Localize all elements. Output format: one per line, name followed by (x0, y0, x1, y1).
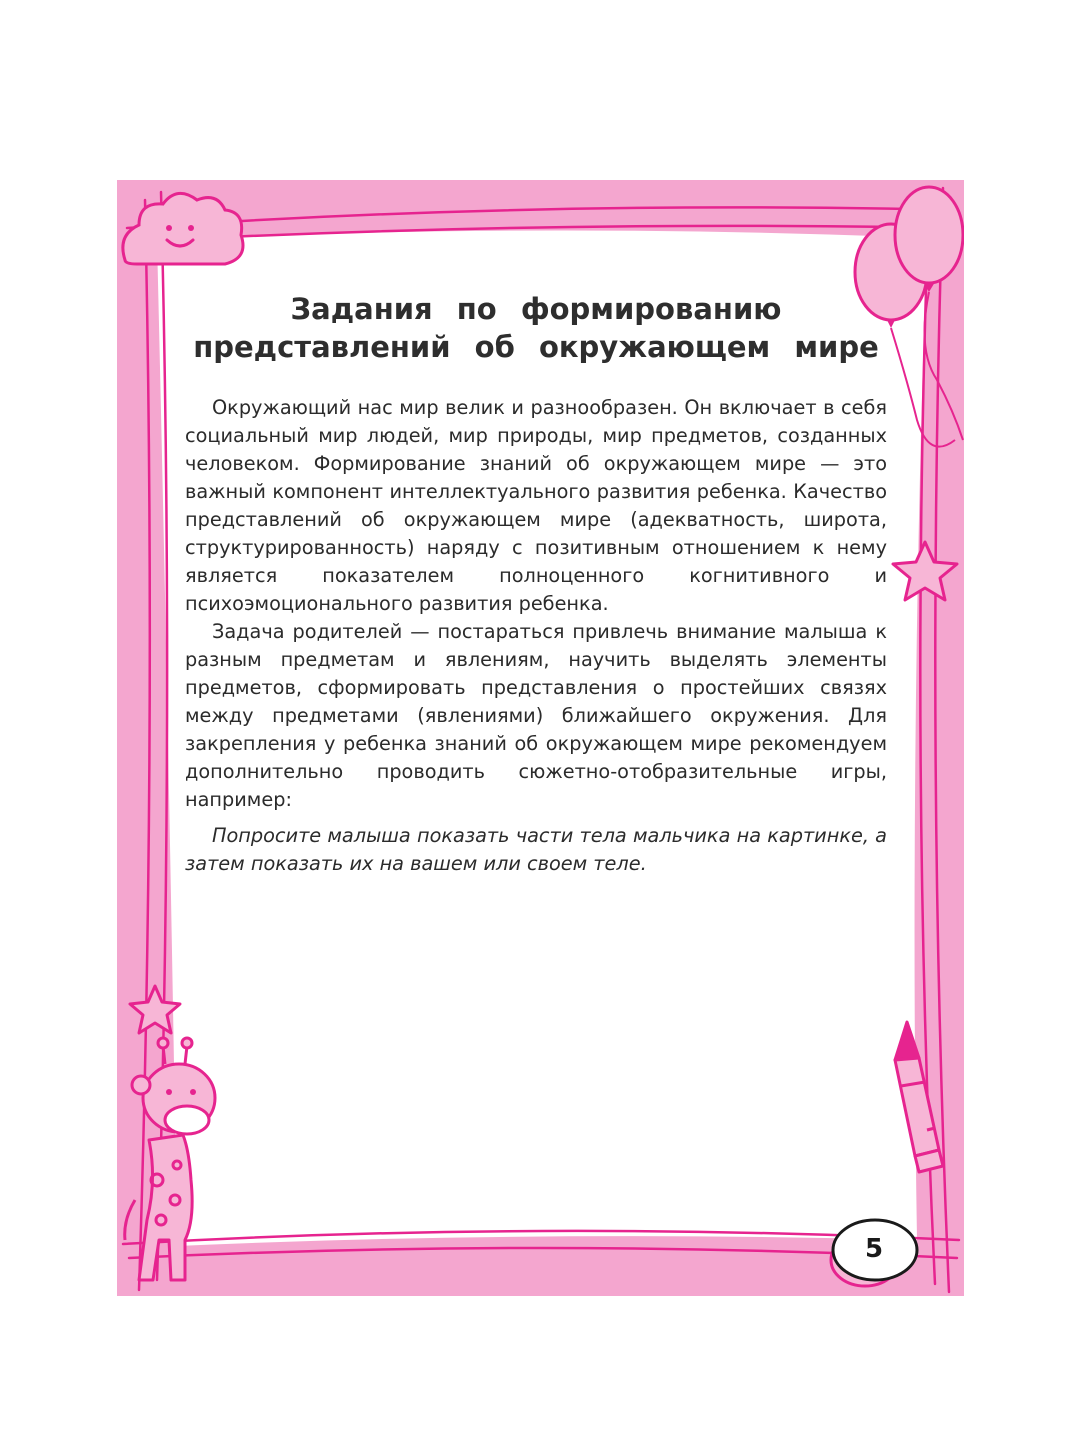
title-line-1: Задания по формированию (290, 292, 782, 326)
text-content (185, 290, 887, 878)
book-page (117, 180, 964, 1296)
page-number: 5 (864, 1234, 884, 1264)
page-title (185, 290, 887, 366)
cloud-icon (123, 193, 243, 264)
paragraph-intro: Окружающий нас мир велик и разнообразен. Он включает в себя социальный мир людей, мир природы, мир предметов, созданных человеком. Формирование знаний об окружающем мире — это важный компонент интеллектуального развития ребенка. Качество представлений об окружающем мире (адекватность, широта, структурированность) наряду с позитивным отношением к нему является показателем полноценного когнитивного и психоэмоционального развития ребенка. (185, 396, 887, 615)
title-line-2: представлений об окружающем мире (193, 330, 879, 364)
paragraph-parents-task: Задача родителей — постараться привлечь внимание малыша к разным предметам и явлениям, научить выделять элементы предметов, сформировать представления о простейших связях между предметами (явлениями) ближайшего окружения. Для закрепления у ребенка знаний об окружающем мире рекомендуем дополнительно проводить сюжетно-отобразительные игры, например: (185, 620, 887, 811)
task-instruction: Попросите малыша показать части тела мальчика на картинке, а затем показать их на вашем или своем теле. (185, 824, 887, 875)
